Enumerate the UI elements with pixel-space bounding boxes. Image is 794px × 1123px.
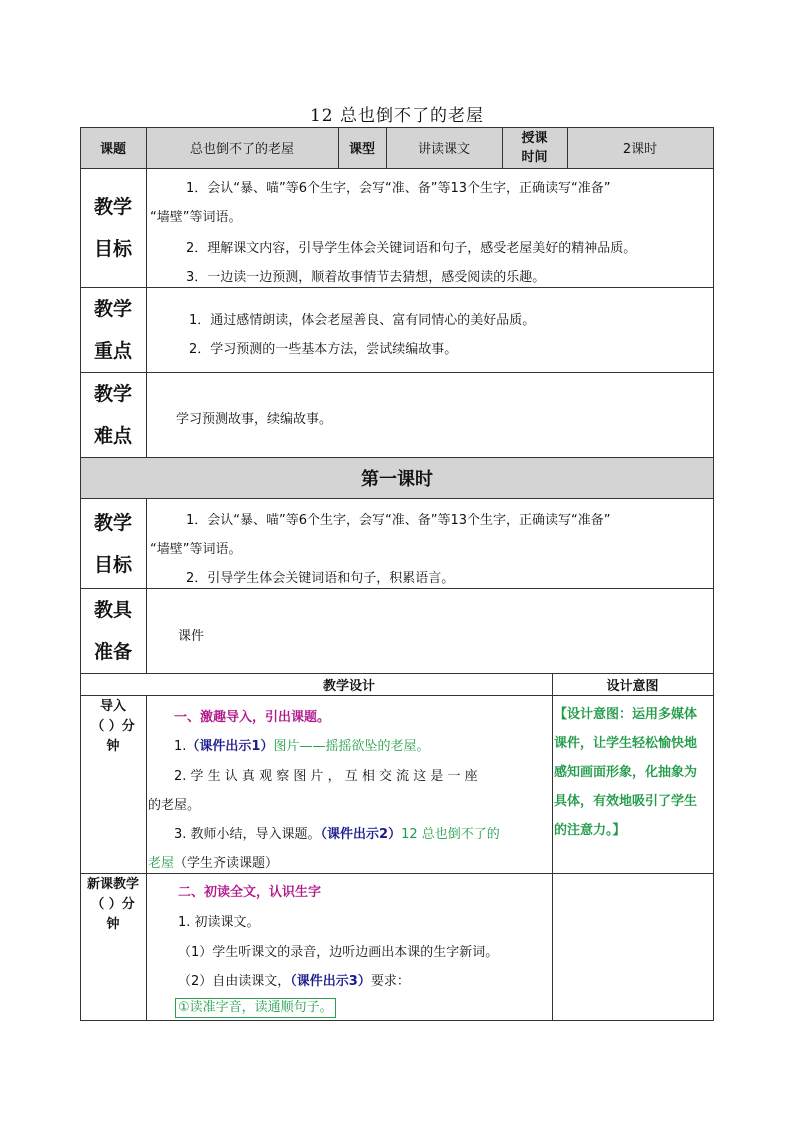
newlesson-label-line1: 新课教学 — [86, 877, 139, 892]
intro-intent-line5: 的注意力。】 — [554, 823, 626, 838]
rule-keypoints-bottom — [80, 372, 714, 373]
intro-step1-tag: （课件出示1） — [186, 739, 274, 754]
newlesson-section-title: 二、初读全文，认识生字 — [178, 885, 322, 900]
newlesson-label-line2: （ ）分 — [91, 897, 135, 912]
keypoints-label-1: 教学 — [93, 298, 132, 320]
intro-intent-line4: 具体，有效地吸引了学生 — [554, 794, 698, 809]
rule-right — [713, 127, 714, 1021]
newlesson-sub1: （1）学生听课文的录音，边听边画出本课的生字新词。 — [178, 945, 499, 960]
rule-intent-col — [552, 673, 553, 1021]
lesson1-goals-label-1: 教学 — [93, 512, 132, 534]
goals-line-2: “墙壁”等词语。 — [150, 210, 242, 225]
time-value: 2课时 — [622, 142, 658, 157]
rule-lesson-goals-bottom — [80, 588, 714, 589]
intro-section-title: 一、激趣导入，引出课题。 — [174, 710, 331, 725]
intro-step1 — [174, 735, 429, 754]
goals-label-2: 目标 — [93, 238, 132, 260]
difficulty-label-2: 难点 — [93, 425, 132, 447]
newlesson-sub2-prefix: （2）自由读课文， — [178, 974, 291, 989]
intro-step1-text: 图片——摇摇欲坠的老屋。 — [273, 739, 430, 754]
newlesson-label — [80, 875, 146, 935]
lesson1-title: 第一课时 — [361, 468, 433, 490]
intro-step3-line2-green: 老屋 — [148, 856, 175, 871]
intro-intent-line2: 课件，让学生轻松愉快地 — [554, 736, 698, 751]
intro-label-line3: 钟 — [106, 739, 120, 754]
newlesson-sub2-suffix: 要求： — [370, 974, 410, 989]
keypoints-line-2: 2．学习预测的一些基本方法，尝试续编故事。 — [189, 342, 458, 357]
topic-label: 课题 — [99, 142, 126, 157]
intro-step3-tag: （课件出示2） — [320, 827, 402, 842]
intro-intent-line3: 感知画面形象，化抽象为 — [554, 765, 698, 780]
time-label — [502, 127, 567, 168]
intro-intent-line1: 【设计意图：运用多媒体 — [554, 707, 698, 722]
rule-design-header-bottom — [80, 695, 714, 696]
time-label-line1: 授课 — [521, 131, 548, 146]
intro-step3-line2-rest: （学生齐读课题） — [174, 856, 279, 871]
document-title: 12 总也倒不了的老屋 — [309, 106, 485, 126]
difficulty-label-1: 教学 — [93, 383, 132, 405]
rule-label-col — [146, 127, 147, 458]
keypoints-label-2: 重点 — [93, 340, 132, 362]
goals-line-3: 2．理解课文内容，引导学生体会关键词语和句子，感受老屋美好的精神品质。 — [186, 241, 637, 256]
type-label: 课型 — [348, 142, 375, 157]
keypoints-line-1: 1．通过感情朗读，体会老屋善良、富有同情心的美好品质。 — [189, 313, 536, 328]
intro-step2-line1: 2. 学 生 认 真 观 察 图 片 ， 互 相 交 流 这 是 一 座 — [174, 769, 478, 784]
tools-label-2: 准备 — [93, 641, 132, 663]
rule-goals-bottom — [80, 287, 714, 288]
rule-label-col-3 — [146, 695, 147, 1021]
rule-label-col-2 — [146, 498, 147, 674]
intro-intent — [554, 700, 714, 845]
topic-value: 总也倒不了的老屋 — [189, 142, 294, 157]
tools-label-1: 教具 — [93, 599, 132, 621]
intro-step3-prefix: 3. 教师小结，导入课题。 — [174, 827, 321, 842]
intent-header: 设计意图 — [606, 678, 659, 694]
intro-step1-num: 1. — [174, 739, 187, 754]
intro-label-line2: （ ）分 — [91, 719, 135, 734]
rule-table-bottom — [80, 1020, 714, 1021]
type-value: 讲读课文 — [417, 142, 470, 157]
design-header: 教学设计 — [322, 678, 375, 694]
tools-text: 课件 — [178, 629, 205, 644]
intro-label — [80, 697, 146, 757]
lesson1-goals-line-1: 1．会认“暴、喵”等6个生字，会写“准、备”等13个生字，正确读写“准备” — [186, 513, 611, 528]
newlesson-step1: 1. 初读课文。 — [178, 915, 260, 930]
lesson1-goals-line-2: “墙壁”等词语。 — [150, 542, 242, 557]
rule-header-bottom — [80, 168, 714, 169]
newlesson-sub2-tag: （课件出示3） — [290, 974, 371, 989]
intro-step3-line1 — [174, 823, 500, 842]
intro-step3-line2 — [148, 852, 278, 871]
newlesson-sub2 — [178, 970, 410, 989]
newlesson-boxed-requirement: ①读准字音，读通顺句子。 — [175, 998, 336, 1018]
rule-intro-bottom — [80, 873, 714, 874]
rule-banner-bottom — [80, 498, 714, 499]
lesson1-goals-label-2: 目标 — [93, 554, 132, 576]
difficulty-text: 学习预测故事，续编故事。 — [176, 412, 333, 427]
newlesson-label-line3: 钟 — [106, 917, 120, 932]
intro-step3-green: 12 总也倒不了的 — [401, 827, 500, 842]
intro-step2-line2: 的老屋。 — [148, 798, 201, 813]
lesson1-goals-line-3: 2．引导学生体会关键词语和句子，积累语言。 — [186, 571, 455, 586]
goals-line-1: 1．会认“暴、喵”等6个生字，会写“准、备”等13个生字，正确读写“准备” — [186, 181, 611, 196]
goals-line-4: 3．一边读一边预测，顺着故事情节去猜想，感受阅读的乐趣。 — [186, 270, 546, 285]
goals-label-1: 教学 — [93, 196, 132, 218]
time-label-line2: 时间 — [521, 150, 548, 165]
intro-label-line1: 导入 — [99, 699, 126, 714]
